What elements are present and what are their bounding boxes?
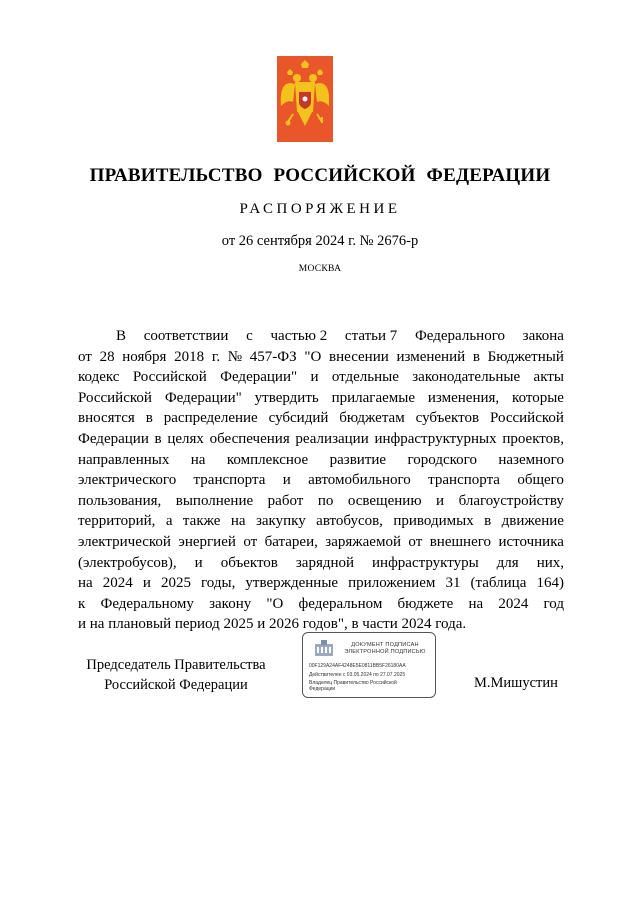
body-line: [78, 367, 564, 388]
body-word: общего: [517, 472, 564, 489]
body-word: утвердить: [254, 389, 319, 406]
body-line: [78, 326, 564, 347]
body-word: и: [142, 575, 151, 592]
body-word: 2024: [498, 595, 529, 612]
stamp-validity: Действителен с 03.05.2024 по 27.07.2025: [309, 672, 406, 678]
body-word: прилагаемые: [331, 389, 416, 406]
body-word: и: [436, 492, 445, 509]
body-word: субсидий: [268, 410, 329, 427]
body-word: статьи 7: [344, 328, 398, 344]
body-word: целях: [167, 430, 204, 447]
body-word: соответствии: [143, 328, 229, 344]
body-word: выполнение: [175, 492, 254, 509]
body-word: которые: [512, 389, 564, 406]
body-line: [78, 573, 564, 594]
body-word: годы,: [201, 575, 236, 592]
body-word: вносятся: [78, 410, 135, 427]
body-word: источника: [498, 533, 564, 550]
body-word: заряжаемой: [325, 533, 401, 550]
body-word: с: [246, 328, 253, 344]
body-line: [78, 429, 564, 450]
body-word: проектов,: [502, 430, 564, 447]
body-word: по: [317, 492, 334, 509]
body-word: а: [165, 513, 173, 530]
stamp-owner-line1: Владелец Правительство Российской: [309, 680, 397, 686]
document-date-number: от 26 сентября 2024 г. № 2676-р: [221, 233, 419, 249]
government-building-icon: [313, 638, 335, 658]
body-word: электрического: [78, 472, 177, 489]
signatory-position-line1: Председатель Правительства: [86, 657, 266, 673]
body-word: (таблица: [470, 575, 527, 592]
body-word: в: [484, 513, 492, 530]
body-word: в: [472, 348, 480, 365]
body-word: приводимых: [393, 513, 474, 530]
body-word: к: [78, 595, 86, 612]
document-type: РАСПОРЯЖЕНИЕ: [239, 201, 401, 217]
body-word: федеральном: [298, 595, 383, 612]
body-word: объектов: [220, 554, 278, 571]
body-word: "О: [304, 348, 322, 365]
body-word: для: [496, 554, 519, 571]
body-word: приложением: [348, 575, 436, 592]
stamp-owner-line2: Федерации: [309, 686, 336, 692]
body-word: закупку: [255, 513, 306, 530]
body-word: и: [310, 369, 319, 386]
body-word: Российской: [132, 369, 207, 386]
body-word: ноября: [122, 348, 167, 365]
body-word: и: [194, 554, 203, 571]
body-word: внешнего: [429, 533, 492, 550]
body-word: Федерального: [414, 328, 505, 344]
body-word: №: [227, 348, 243, 365]
body-word: в: [154, 430, 162, 447]
signatory-position-line2: Российской Федерации: [104, 677, 248, 693]
body-word: Федеральному: [100, 595, 194, 612]
coat-of-arms-icon: [277, 56, 333, 142]
body-word: законодательные: [412, 369, 521, 386]
body-word: изменений: [396, 348, 466, 365]
body-word: 2025: [160, 575, 191, 592]
body-word: Бюджетный: [487, 348, 564, 365]
body-word: движение: [501, 513, 564, 530]
body-word: год: [543, 595, 564, 612]
body-word: отдельные: [331, 369, 399, 386]
body-word: городского: [407, 451, 477, 468]
body-word: наземного: [498, 451, 564, 468]
body-line: [78, 347, 564, 368]
stamp-certificate: 00F129A24AF4248E5E0811BB5F26180AA: [309, 663, 406, 669]
body-word: г.: [211, 348, 221, 365]
body-word: энергией: [178, 533, 236, 550]
body-word: транспорта: [428, 472, 500, 489]
body-word: на: [468, 595, 484, 612]
body-word: реализации: [295, 430, 369, 447]
body-line: [78, 491, 564, 512]
body-word: 31: [445, 575, 461, 592]
body-word: закону: [209, 595, 252, 612]
body-word: комплексное: [226, 451, 309, 468]
body-word: Федерации": [220, 369, 298, 386]
body-word: (электробусов),: [78, 554, 177, 571]
body-word: "О: [266, 595, 284, 612]
body-word: бюджете: [397, 595, 454, 612]
body-word: развитие: [329, 451, 387, 468]
body-word: 2018: [174, 348, 205, 365]
body-line: [78, 408, 564, 429]
body-word: от: [78, 348, 92, 365]
body-word: электрической: [78, 533, 171, 550]
body-word: территорий,: [78, 513, 156, 530]
body-word: от: [408, 533, 423, 550]
body-word: 28: [99, 348, 115, 365]
body-word: 2024: [102, 575, 133, 592]
body-word: В: [116, 328, 127, 344]
body-word: них,: [536, 554, 564, 571]
signatory-position: [78, 655, 274, 695]
body-word: Федерации: [78, 430, 149, 447]
body-word: зарядной: [295, 554, 355, 571]
body-word: освещению: [347, 492, 422, 509]
body-word: внесении: [329, 348, 389, 365]
body-line: [78, 532, 564, 553]
body-word: Российской: [78, 389, 152, 406]
body-word: пользования,: [78, 492, 162, 509]
body-word: на: [78, 575, 93, 592]
body-word: в: [145, 410, 153, 427]
body-line: [78, 511, 564, 532]
body-word: батареи,: [264, 533, 318, 550]
document-city: МОСКВА: [298, 264, 342, 274]
body-line: [78, 470, 564, 491]
body-word: благоустройству: [458, 492, 564, 509]
body-word: утвержденные: [245, 575, 339, 592]
body-word: на: [190, 451, 206, 468]
body-word: инфраструктурных: [374, 430, 497, 447]
body-word: и: [282, 472, 291, 489]
document-body: [78, 326, 564, 635]
body-word: 164): [536, 575, 564, 592]
electronic-signature-stamp: [302, 632, 436, 698]
body-word: транспорта: [193, 472, 266, 489]
body-word: работ: [267, 492, 304, 509]
body-word: обеспечения: [209, 430, 290, 447]
body-line: [78, 388, 564, 409]
body-word: Федерации": [164, 389, 242, 406]
stamp-title-line2: ЭЛЕКТРОННОЙ ПОДПИСЬЮ: [344, 649, 426, 655]
stamp-title-line1: ДОКУМЕНТ ПОДПИСАН: [351, 642, 419, 648]
body-word: распределение: [163, 410, 258, 427]
stamp-title: [339, 642, 431, 656]
body-word: от: [243, 533, 258, 550]
body-line: [78, 594, 564, 615]
body-word: акты: [533, 369, 564, 386]
body-word: закона: [522, 328, 564, 344]
body-word: также: [182, 513, 221, 530]
body-word: инфраструктуры: [372, 554, 479, 571]
body-word: 457-ФЗ: [249, 348, 297, 365]
body-word: изменения,: [427, 389, 500, 406]
body-word: Российской: [489, 410, 564, 427]
body-word: кодекс: [78, 369, 120, 386]
body-word: частью 2: [270, 328, 328, 344]
body-word: на: [230, 513, 246, 530]
body-line: [78, 450, 564, 471]
signatory-name: М.Мишустин: [474, 675, 558, 691]
body-word: субъектов: [415, 410, 480, 427]
organization-title: ПРАВИТЕЛЬСТВО РОССИЙСКОЙ ФЕДЕРАЦИИ: [89, 165, 551, 186]
body-line: [78, 553, 564, 574]
body-word: автобусов,: [316, 513, 383, 530]
body-word: направленных: [78, 451, 170, 468]
body-word: и на плановый период 2025 и 2026 годов", в части 2024 года.: [78, 616, 467, 633]
body-word: бюджетам: [339, 410, 405, 427]
body-word: автомобильного: [308, 472, 411, 489]
